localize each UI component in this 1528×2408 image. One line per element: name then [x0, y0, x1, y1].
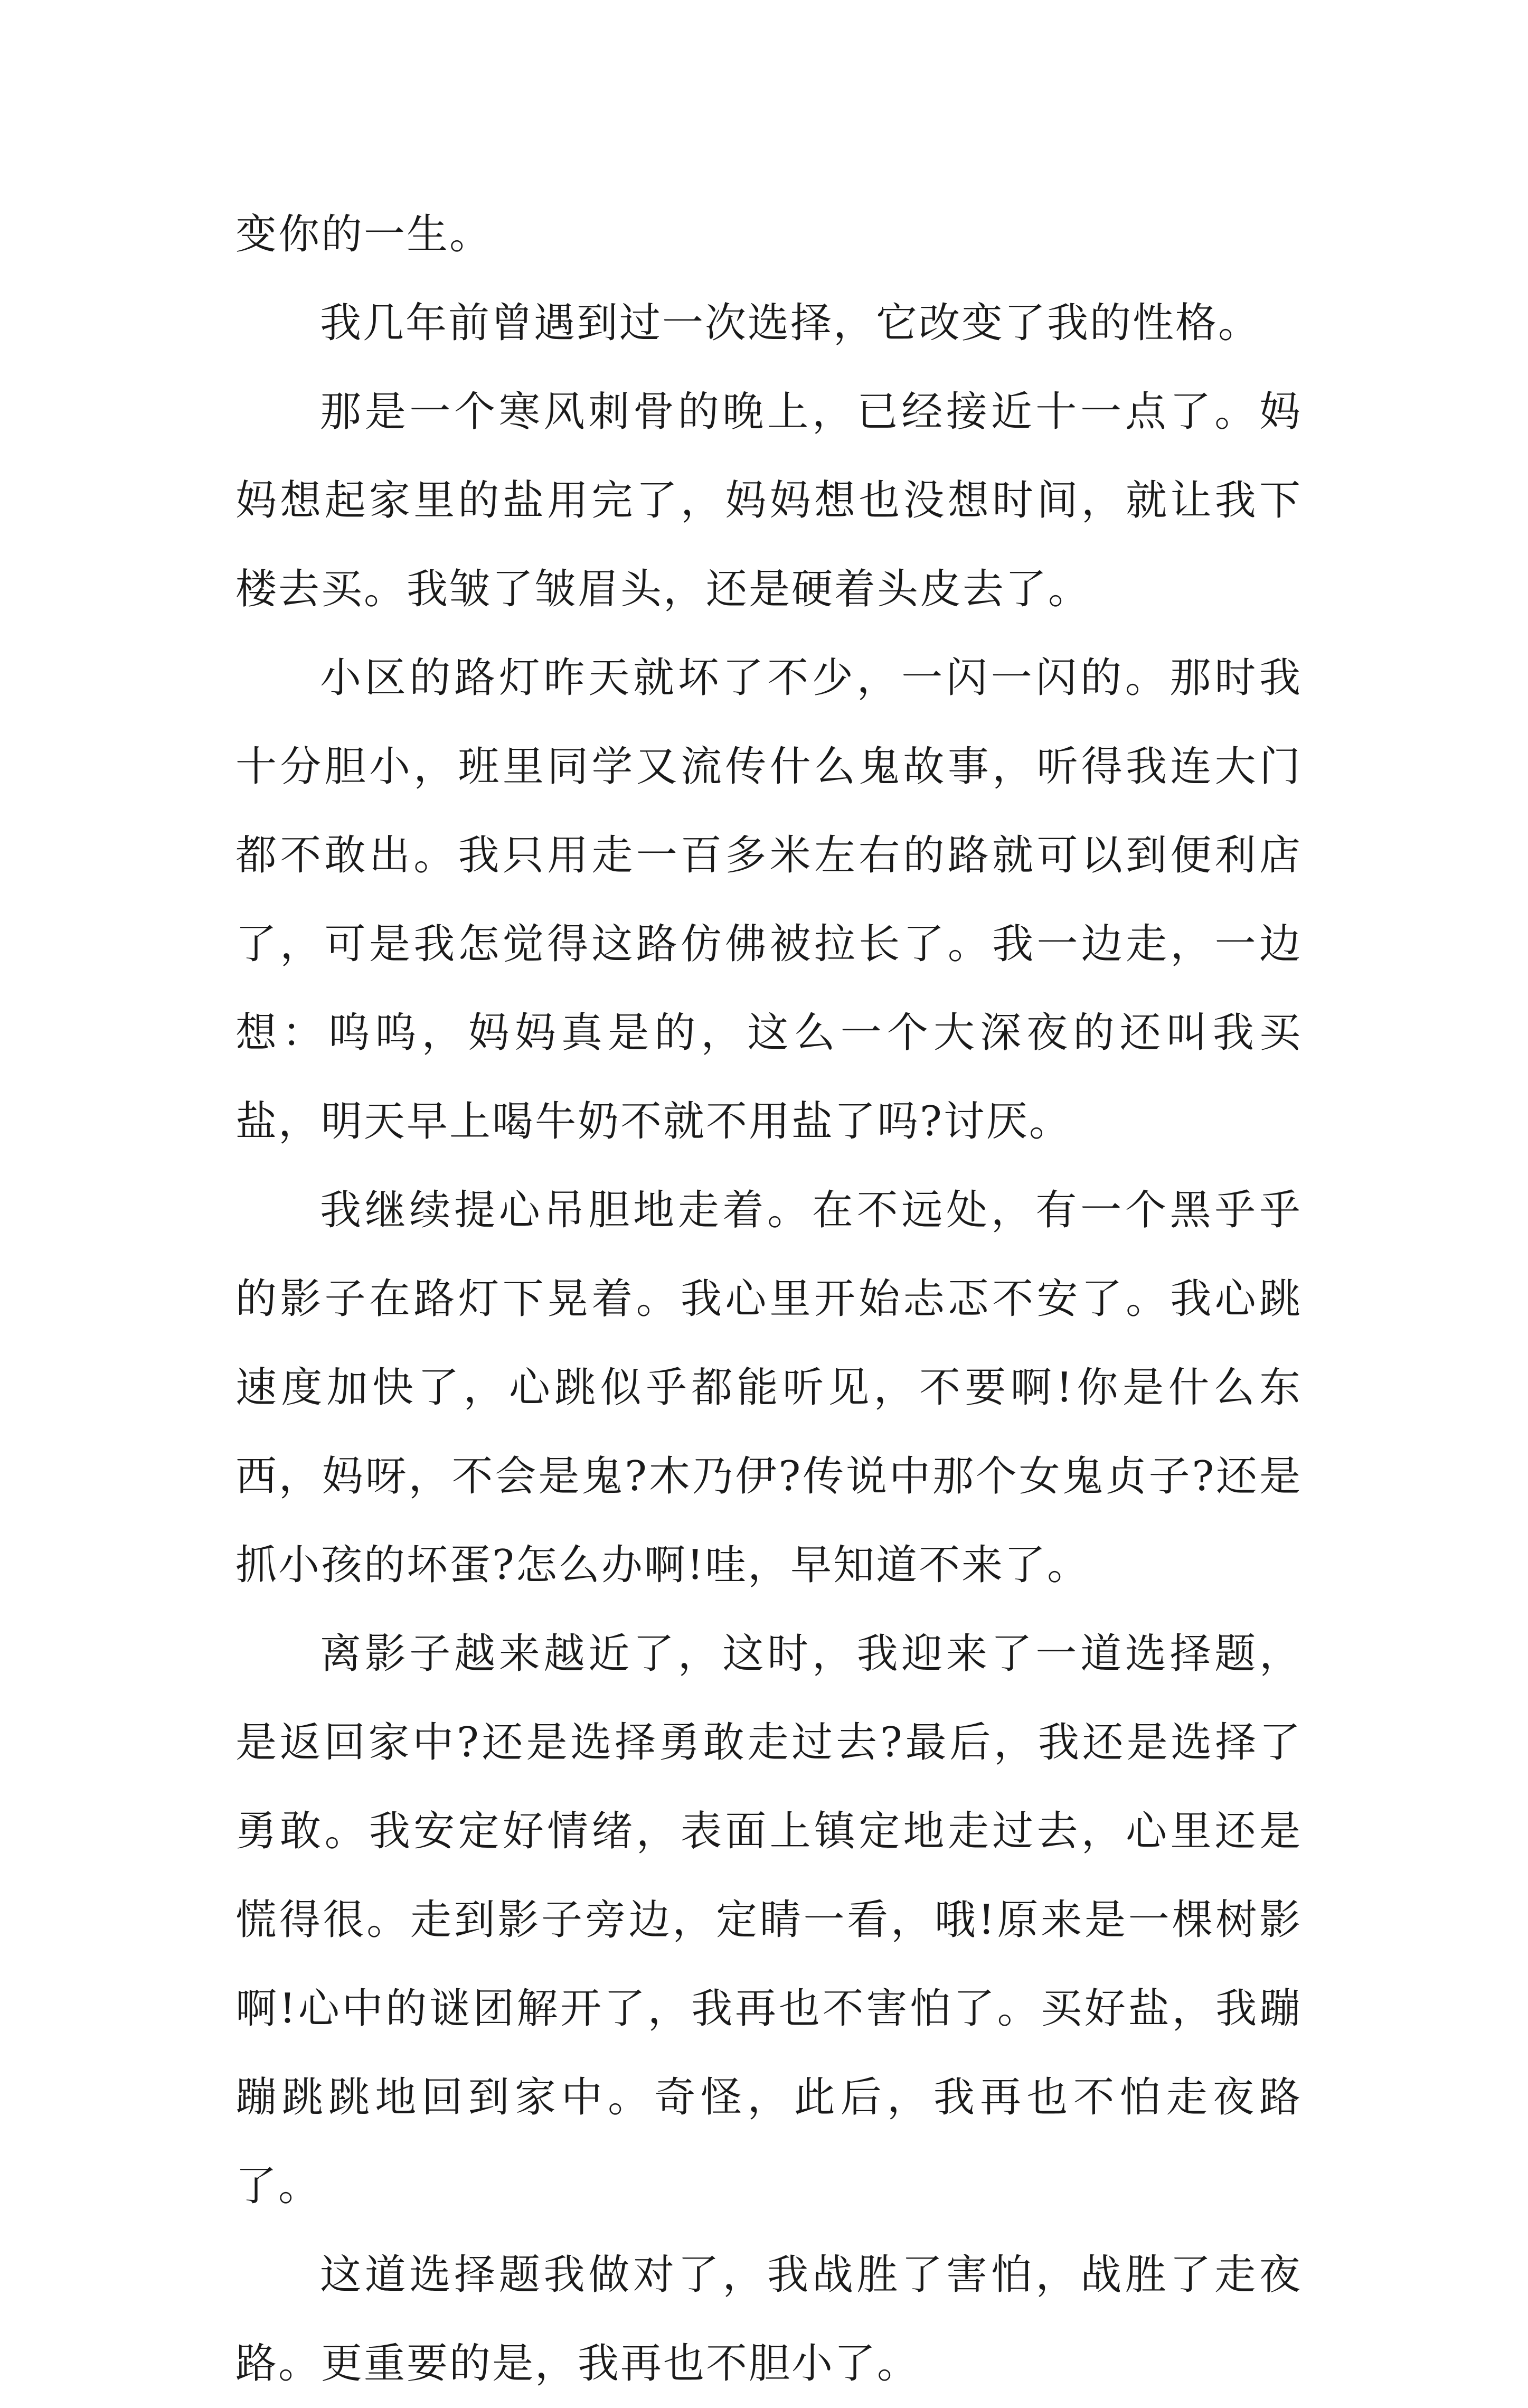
paragraph: 我继续提心吊胆地走着。在不远处，有一个黑乎乎的影子在路灯下晃着。我心里开始忐忑不安了。我心跳速度加快了，心跳似乎都能听见，不要啊!你是什么东西，妈呀，不会是鬼?木乃伊?传说中那个女鬼贞子?还是抓小孩的坏蛋?怎么办啊!哇，早知道不来了。: [235, 1187, 1302, 1589]
paragraph: 变你的一生。: [235, 211, 493, 258]
paragraph: 小区的路灯昨天就坏了不少，一闪一闪的。那时我十分胆小，班里同学又流传什么鬼故事，听得我连大门都不敢出。我只用走一百多米左右的路就可以到便利店了，可是我怎觉得这路仿佛被拉长了。我一边走，一边想：呜呜，妈妈真是的，这么一个大深夜的还叫我买盐，明天早上喝牛奶不就不用盐了吗?讨厌。: [235, 654, 1302, 1145]
paragraph: 离影子越来越近了，这时，我迎来了一道选择题，是返回家中?还是选择勇敢走过去?最后，我还是选择了勇敢。我安定好情绪，表面上镇定地走过去，心里还是慌得很。走到影子旁边，定睛一看，哦!原来是一棵树影啊!心中的谜团解开了，我再也不害怕了。买好盐，我蹦蹦跳跳地回到家中。奇怪，此后，我再也不怕走夜路了。: [235, 1630, 1302, 2210]
paragraph: 这道选择题我做对了，我战胜了害怕，战胜了走夜路。更重要的是，我再也不胆小了。: [235, 2251, 1302, 2387]
paragraph: 我几年前曾遇到过一次选择，它改变了我的性格。: [320, 299, 1261, 347]
body-text: [235, 190, 1302, 2408]
paragraph: 那是一个寒风刺骨的晚上，已经接近十一点了。妈妈想起家里的盐用完了，妈妈想也没想时间，就让我下楼去买。我皱了皱眉头，还是硬着头皮去了。: [235, 388, 1302, 613]
